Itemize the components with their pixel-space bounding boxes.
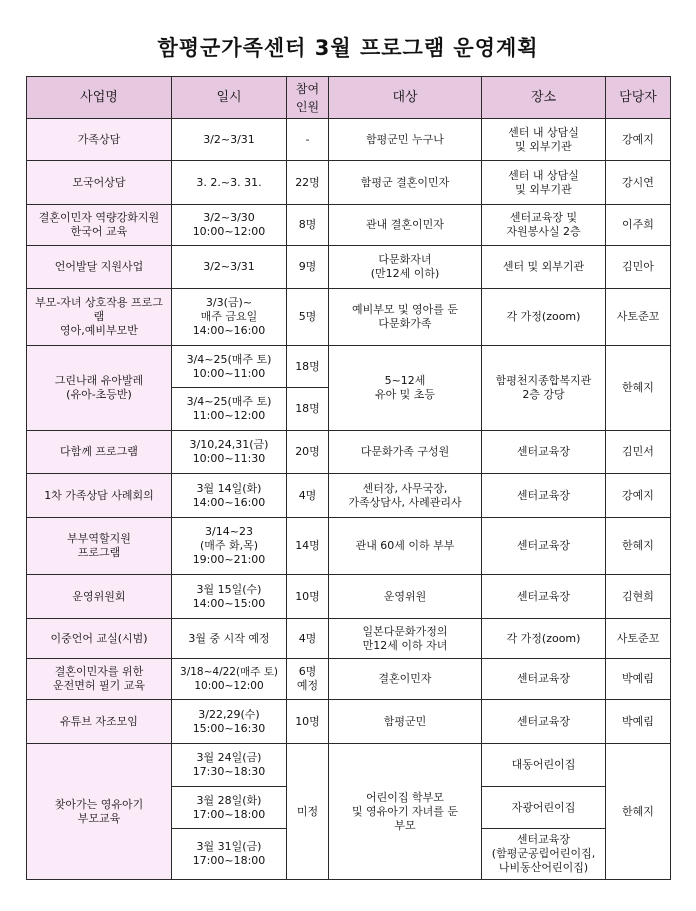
place-cell: 센터교육장 및 자원봉사실 2층 [482, 205, 606, 246]
target-cell: 관내 60세 이하 부부 [329, 518, 482, 575]
manager-cell: 김현희 [606, 575, 671, 619]
header-target: 대상 [329, 77, 482, 119]
datetime-cell: 3월 14일(화) 14:00~16:00 [172, 474, 287, 518]
place-cell: 자광어린이집 [482, 787, 606, 829]
place-cell: 센터 및 외부기관 [482, 246, 606, 289]
target-cell: 일본다문화가정의 만12세 이하 자녀 [329, 619, 482, 659]
manager-cell: 이주희 [606, 205, 671, 246]
count-cell: 4명 [287, 619, 329, 659]
program-name: 언어발달 지원사업 [27, 246, 172, 289]
datetime-cell: 3/22,29(수) 15:00~16:30 [172, 700, 287, 744]
count-cell: 10명 [287, 700, 329, 744]
target-cell: 예비부모 및 영아를 둔 다문화가족 [329, 289, 482, 346]
manager-cell: 사토준꼬 [606, 289, 671, 346]
place-cell: 센터 내 상담실 및 외부기관 [482, 119, 606, 161]
target-cell: 운영위원 [329, 575, 482, 619]
place-cell: 센터교육장 [482, 659, 606, 700]
target-cell: 다문화가족 구성원 [329, 431, 482, 474]
count-cell: 9명 [287, 246, 329, 289]
manager-cell: 김민아 [606, 246, 671, 289]
place-cell: 센터교육장 [482, 518, 606, 575]
count-cell: 14명 [287, 518, 329, 575]
datetime-cell: 3월 중 시작 예정 [172, 619, 287, 659]
target-cell: 함평군민 누구나 [329, 119, 482, 161]
datetime-cell: 3/2~3/31 [172, 119, 287, 161]
manager-cell: 강시연 [606, 161, 671, 205]
count-cell: 미정 [287, 744, 329, 880]
program-name: 결혼이민자를 위한 운전면허 필기 교육 [27, 659, 172, 700]
count-cell: 10명 [287, 575, 329, 619]
program-name: 1차 가족상담 사례회의 [27, 474, 172, 518]
datetime-cell: 3/10,24,31(금) 10:00~11:30 [172, 431, 287, 474]
program-name: 결혼이민자 역량강화지원 한국어 교육 [27, 205, 172, 246]
manager-cell: 강예지 [606, 119, 671, 161]
table-row [27, 119, 671, 161]
datetime-cell: 3월 28일(화) 17:00~18:00 [172, 787, 287, 829]
manager-cell: 김민서 [606, 431, 671, 474]
table-row [27, 518, 671, 575]
table-row [27, 700, 671, 744]
place-cell: 센터교육장 [482, 700, 606, 744]
target-cell: 5~12세 유아 및 초등 [329, 346, 482, 431]
page-title: 함평군가족센터 3월 프로그램 운영계획 [157, 36, 539, 60]
table-row [27, 346, 671, 388]
program-name: 부모-자녀 상호작용 프로그램 영아,예비부모반 [27, 289, 172, 346]
table-row [27, 659, 671, 700]
table-row [27, 575, 671, 619]
header-manager: 담당자 [606, 77, 671, 119]
header-program: 사업명 [27, 77, 172, 119]
program-name: 운영위원회 [27, 575, 172, 619]
datetime-cell: 3/3(금)~ 매주 금요일 14:00~16:00 [172, 289, 287, 346]
manager-cell: 한혜지 [606, 744, 671, 880]
datetime-cell: 3월 31일(금) 17:00~18:00 [172, 829, 287, 880]
target-cell: 관내 결혼이민자 [329, 205, 482, 246]
table-header-row [27, 77, 671, 119]
header-participants: 참여 인원 [287, 77, 329, 119]
program-schedule-table [26, 76, 671, 880]
count-cell: 5명 [287, 289, 329, 346]
place-cell: 센터교육장 [482, 431, 606, 474]
table-row [27, 744, 671, 787]
count-cell: - [287, 119, 329, 161]
program-name: 가족상담 [27, 119, 172, 161]
table-row [27, 431, 671, 474]
target-cell: 센터장, 사무국장, 가족상담사, 사례관리사 [329, 474, 482, 518]
count-cell: 18명 [287, 388, 329, 431]
table-row [27, 161, 671, 205]
header-place: 장소 [482, 77, 606, 119]
place-cell: 센터교육장 [482, 575, 606, 619]
program-name: 찾아가는 영유아기 부모교육 [27, 744, 172, 880]
manager-cell: 강예지 [606, 474, 671, 518]
datetime-cell: 3/2~3/31 [172, 246, 287, 289]
program-name: 이중언어 교실(시범) [27, 619, 172, 659]
count-cell: 22명 [287, 161, 329, 205]
place-cell: 센터교육장 [482, 474, 606, 518]
datetime-cell: 3월 24일(금) 17:30~18:30 [172, 744, 287, 787]
table-row [27, 205, 671, 246]
program-name: 부부역할지원 프로그램 [27, 518, 172, 575]
manager-cell: 사토준꼬 [606, 619, 671, 659]
target-cell: 다문화자녀 (만12세 이하) [329, 246, 482, 289]
program-name: 유튜브 자조모임 [27, 700, 172, 744]
program-name: 다함께 프로그램 [27, 431, 172, 474]
place-cell: 센터교육장 (함평군공립어린이집, 나비동산어린이집) [482, 829, 606, 880]
target-cell: 함평군 결혼이민자 [329, 161, 482, 205]
table-row [27, 246, 671, 289]
count-cell: 20명 [287, 431, 329, 474]
place-cell: 함평천지종합복지관 2층 강당 [482, 346, 606, 431]
place-cell: 대동어린이집 [482, 744, 606, 787]
count-cell: 8명 [287, 205, 329, 246]
datetime-cell: 3/14~23 (매주 화,목) 19:00~21:00 [172, 518, 287, 575]
count-cell: 4명 [287, 474, 329, 518]
manager-cell: 박예림 [606, 659, 671, 700]
count-cell: 6명 예정 [287, 659, 329, 700]
manager-cell: 한혜지 [606, 346, 671, 431]
header-datetime: 일시 [172, 77, 287, 119]
target-cell: 함평군민 [329, 700, 482, 744]
datetime-cell: 3. 2.~3. 31. [172, 161, 287, 205]
target-cell: 결혼이민자 [329, 659, 482, 700]
datetime-cell: 3/4~25(매주 토) 11:00~12:00 [172, 388, 287, 431]
program-name: 모국어상담 [27, 161, 172, 205]
manager-cell: 한혜지 [606, 518, 671, 575]
table-row [27, 289, 671, 346]
datetime-cell: 3/4~25(매주 토) 10:00~11:00 [172, 346, 287, 388]
place-cell: 각 가정(zoom) [482, 289, 606, 346]
place-cell: 센터 내 상담실 및 외부기관 [482, 161, 606, 205]
manager-cell: 박예림 [606, 700, 671, 744]
target-cell: 어린이집 학부모 및 영유아기 자녀를 둔 부모 [329, 744, 482, 880]
datetime-cell: 3/18~4/22(매주 토) 10:00~12:00 [172, 659, 287, 700]
datetime-cell: 3/2~3/30 10:00~12:00 [172, 205, 287, 246]
count-cell: 18명 [287, 346, 329, 388]
datetime-cell: 3월 15일(수) 14:00~15:00 [172, 575, 287, 619]
place-cell: 각 가정(zoom) [482, 619, 606, 659]
table-row [27, 474, 671, 518]
table-row [27, 619, 671, 659]
program-name: 그린나래 유아발레 (유아-초등반) [27, 346, 172, 431]
